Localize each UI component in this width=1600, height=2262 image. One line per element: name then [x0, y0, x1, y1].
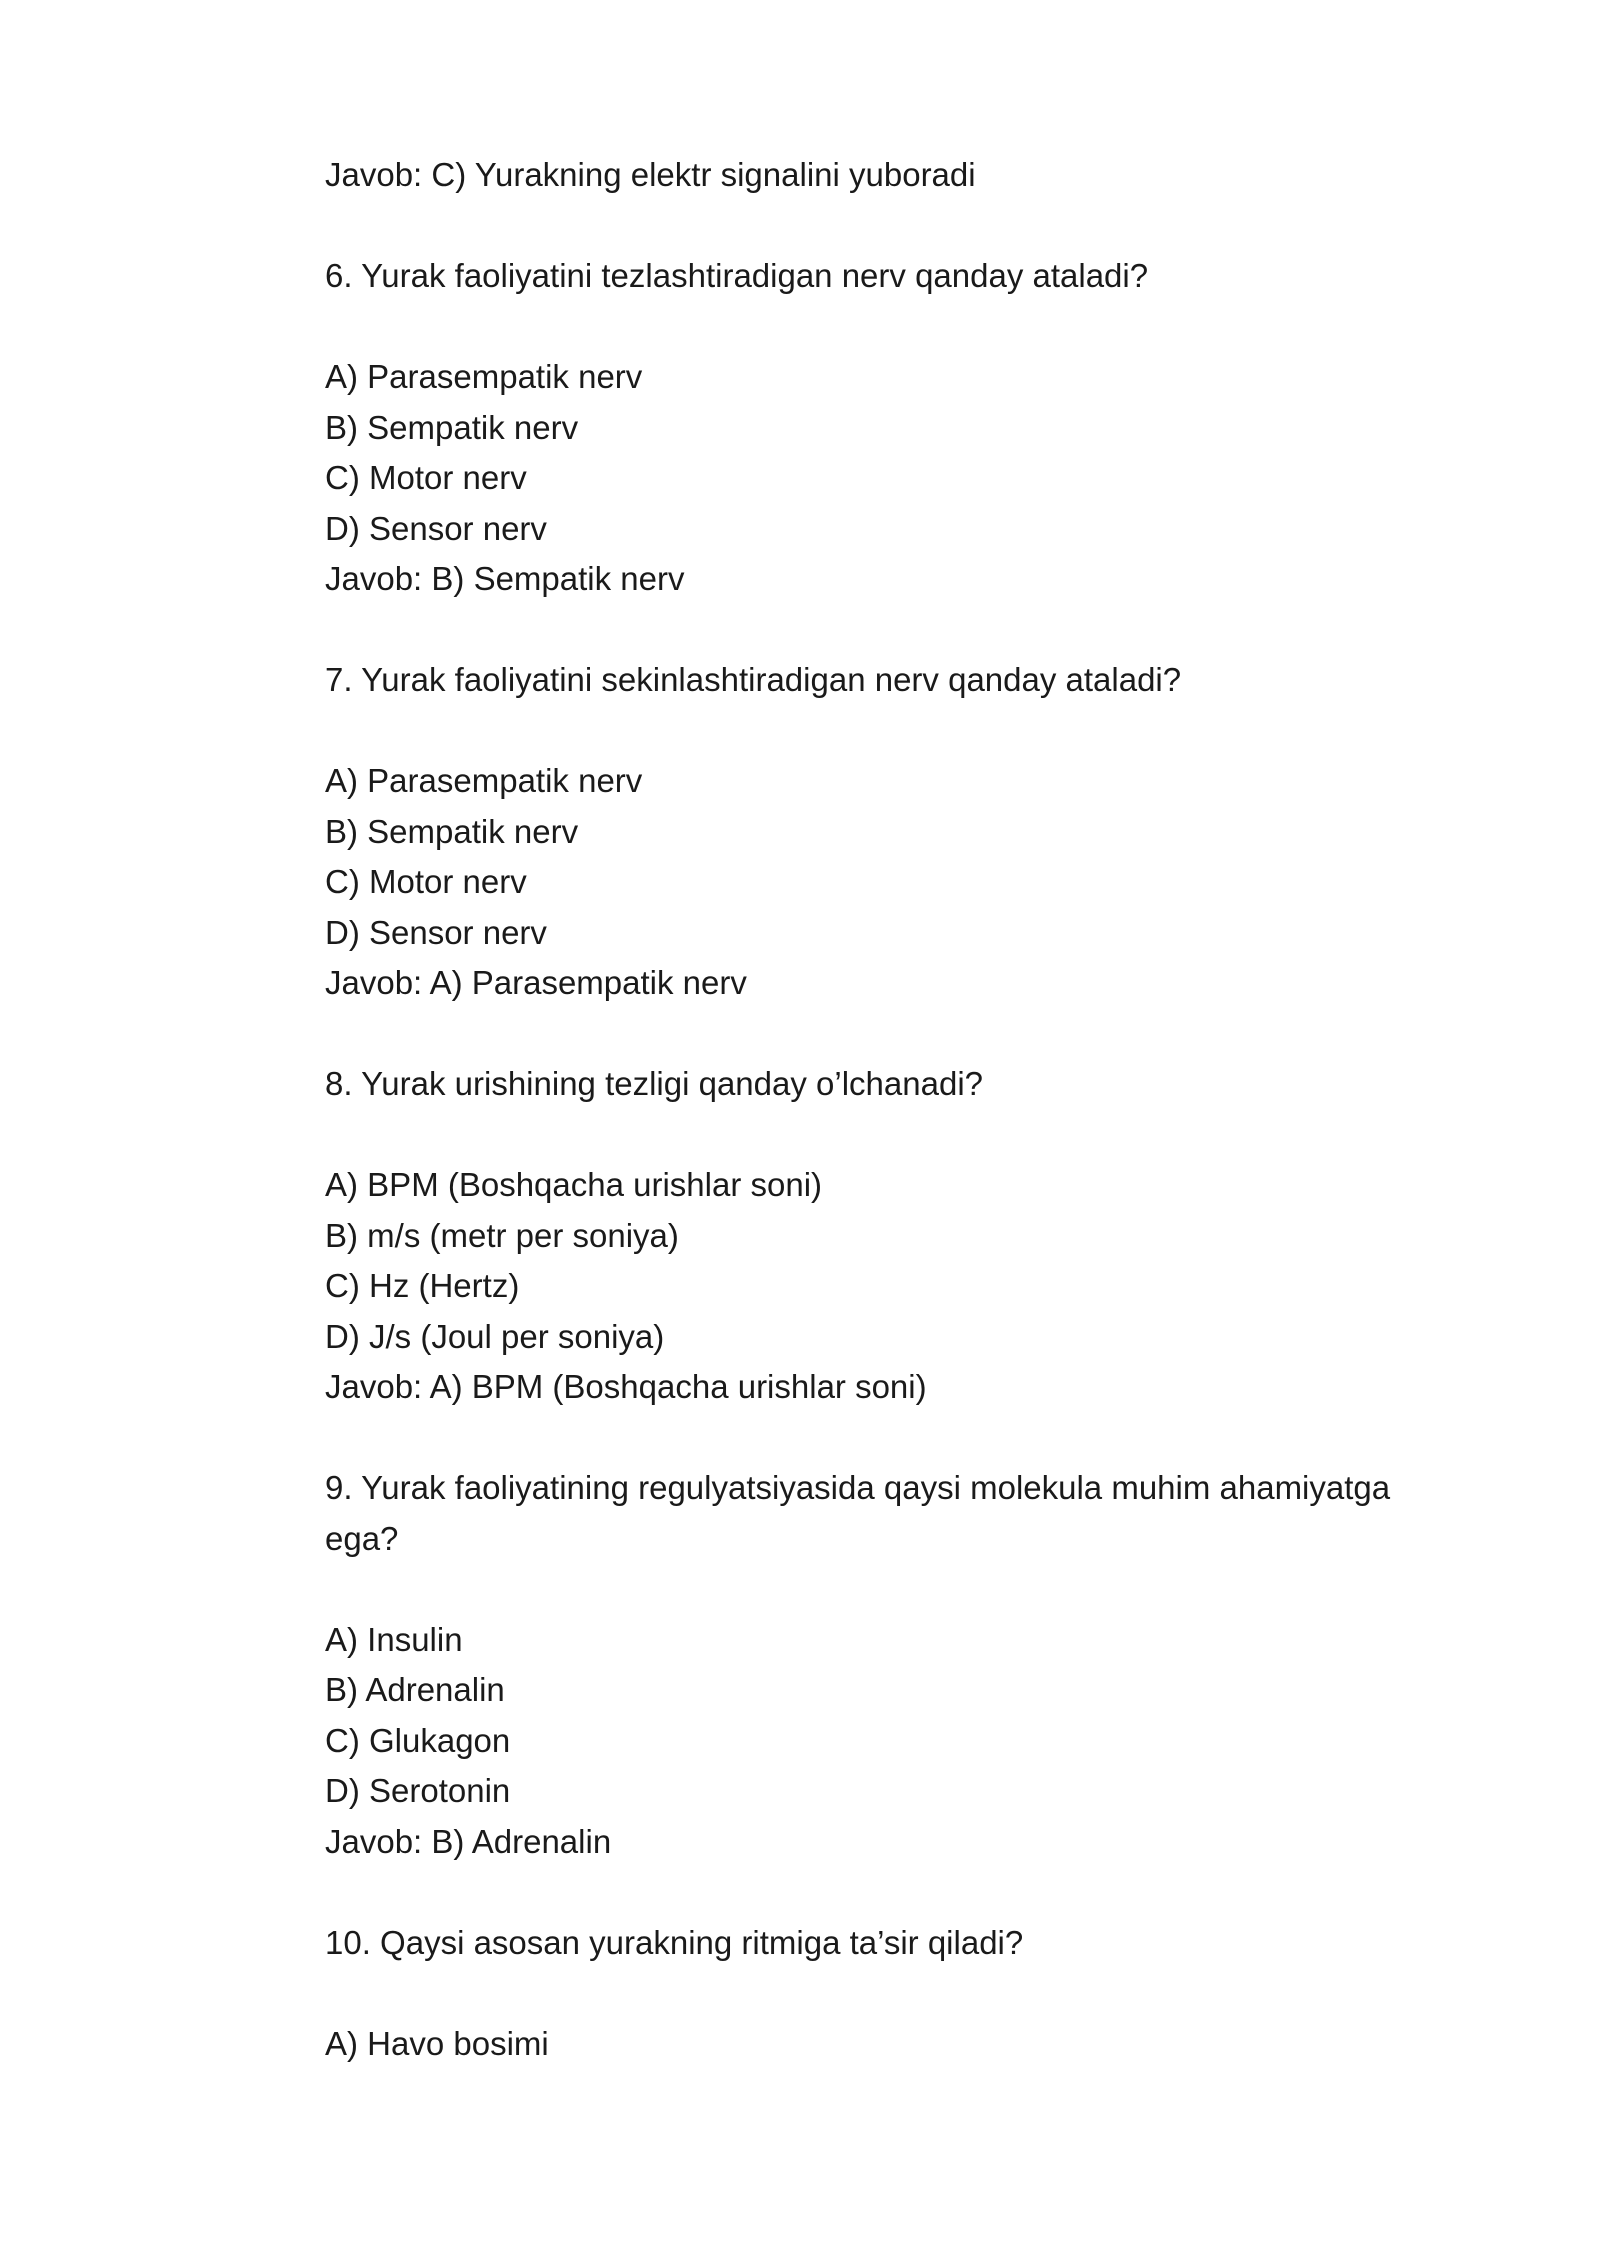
document-content	[325, 150, 1445, 2069]
q8-option-c: C) Hz (Hertz)	[325, 1267, 520, 1304]
question-6: 6. Yurak faoliyatini tezlashtiradigan nerv qanday ataladi?	[325, 257, 1149, 294]
q7-option-b: B) Sempatik nerv	[325, 812, 579, 850]
q8-option-a: A) BPM (Boshqacha urishlar soni)	[325, 1166, 823, 1203]
q7-answer: Javob: A) Parasempatik nerv	[325, 964, 747, 1001]
question-9: 9. Yurak faoliyatining regulyatsiyasida qaysi molekula muhim ahamiyatga ega?	[325, 1469, 1391, 1557]
q9-option-d: D) Serotonin	[325, 1772, 511, 1809]
question-7: 7. Yurak faoliyatini sekinlashtiradigan nerv qanday ataladi?	[325, 661, 1182, 698]
q7-option-a: A) Parasempatik nerv	[325, 762, 643, 799]
q9-option-b: B) Adrenalin	[325, 1671, 505, 1708]
q8-option-b: B) m/s (metr per soniya)	[325, 1216, 679, 1254]
q10-option-a: A) Havo bosimi	[325, 2024, 549, 2062]
q6-option-a: A) Parasempatik nerv	[325, 358, 643, 395]
q6-option-c: C) Motor nerv	[325, 459, 527, 496]
q6-option-b: B) Sempatik nerv	[325, 408, 579, 446]
q6-option-d: D) Sensor nerv	[325, 509, 547, 547]
previous-answer: Javob: C) Yurakning elektr signalini yuboradi	[325, 156, 976, 193]
q8-option-d: D) J/s (Joul per soniya)	[325, 1317, 665, 1355]
q7-option-d: D) Sensor nerv	[325, 913, 547, 951]
q9-answer: Javob: B) Adrenalin	[325, 1822, 612, 1860]
q6-answer: Javob: B) Sempatik nerv	[325, 560, 685, 597]
question-8: 8. Yurak urishining tezligi qanday o’lchanadi?	[325, 1065, 984, 1102]
q8-answer: Javob: A) BPM (Boshqacha urishlar soni)	[325, 1368, 927, 1405]
q9-option-c: C) Glukagon	[325, 1721, 511, 1759]
q9-option-a: A) Insulin	[325, 1620, 463, 1658]
q7-option-c: C) Motor nerv	[325, 863, 527, 900]
question-10: 10. Qaysi asosan yurakning ritmiga ta’sir qiladi?	[325, 1923, 1024, 1961]
